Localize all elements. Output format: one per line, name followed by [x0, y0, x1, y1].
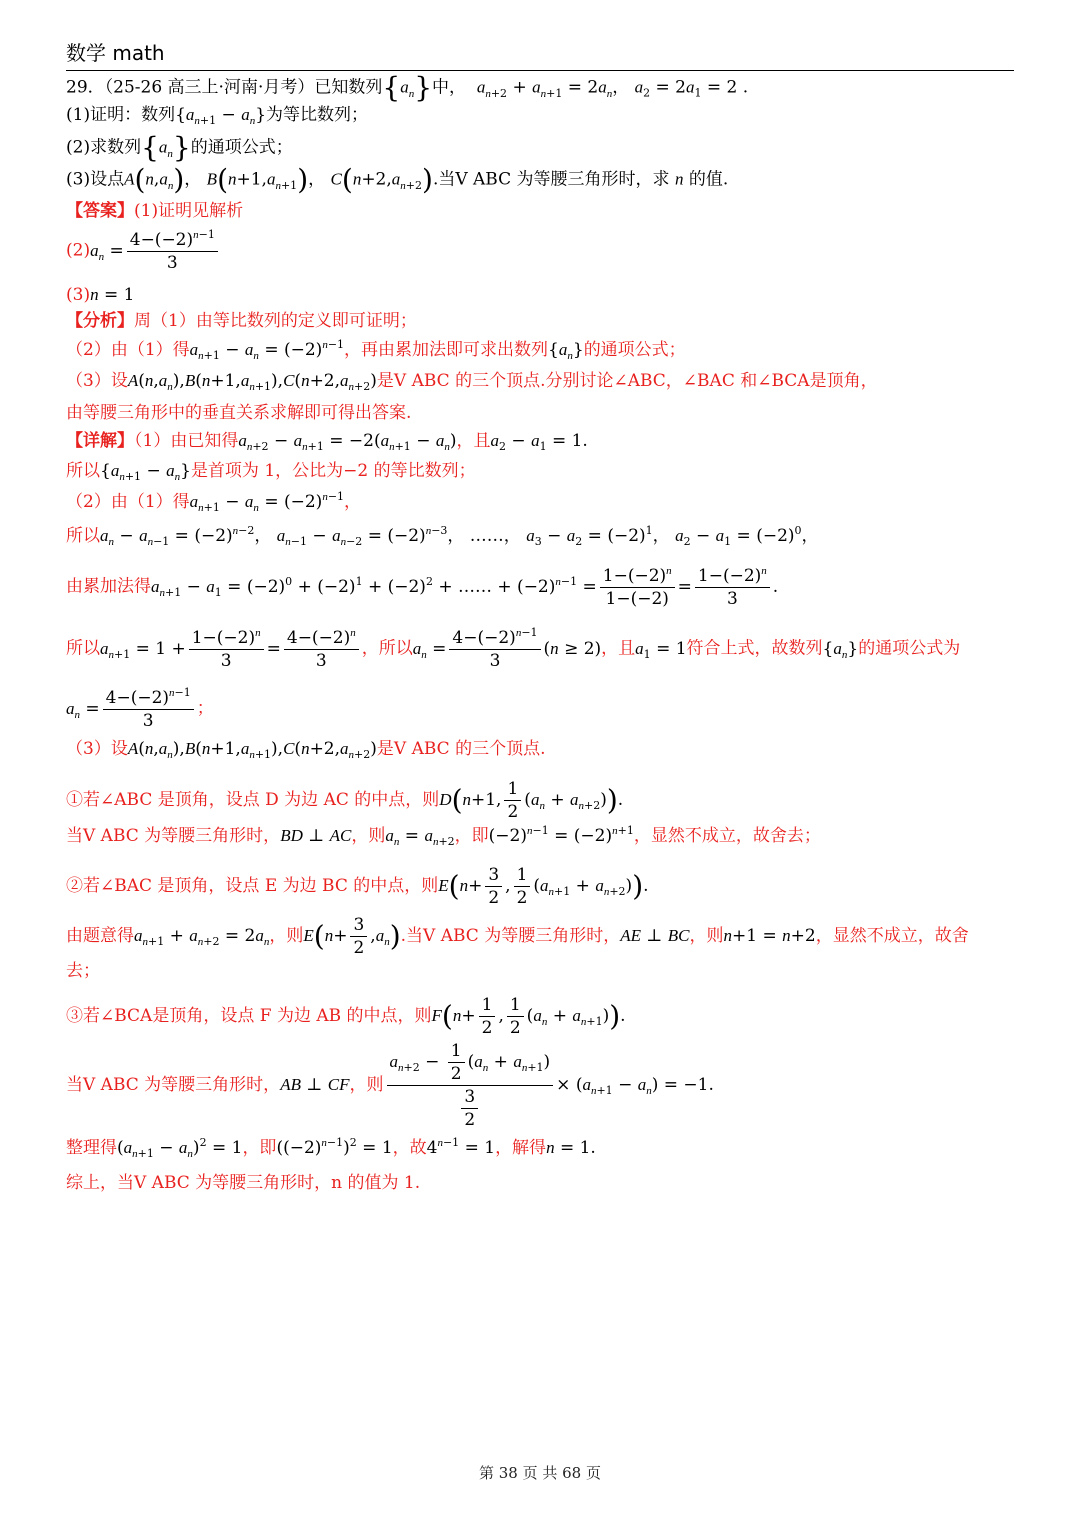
analysis-4: 由等腰三角形中的垂直关系求解即可得出答案.: [66, 403, 412, 423]
detail-15: 当V ABC 为等腰三角形时，AB ⊥ CF，则 $a_{n+2}$ − $\frac{1}{2}$ $(a_n + a_{n+1})$ $\frac{3}{2}$ × $(a_{n+1} - a_n) = -1$.: [66, 1041, 714, 1131]
detail-6: 所以$a_{n+1} = 1$ + $\frac{1-(-2)^n}{3}$ = $\frac{4-(-2)^n}{3}$ ，所以$a_n$ = $\frac{4-(-2)^{n-1}}{3}$ (n ≥ 2)，且$a_1 = 1$符合上式，故数列$\{a_n\}$的通项公式为: [66, 626, 961, 672]
problem-stem: 29．（25-26 高三上·河南·月考）已知数列$\{a_n\}$中， $a_{n+2} + a_{n+1} = 2a_n$， $a_2 = 2a_1 = 2$ .: [66, 71, 749, 104]
detail-10: 当V ABC 为等腰三角形时，BD ⊥ AC，则$a_n = a_{n+2}$，即$(-2)^{n-1} = (-2)^{n+1}$，显然不成立，故舍去；: [66, 824, 821, 848]
detail-9: ①若∠ABC 是顶角，设点 D 为边 AC 的中点，则D(n+1, $\frac{1}{2}$ $(a_n + a_{n+2})$).: [66, 779, 624, 823]
detail-3: （2）由（1）得$a_{n+1} - a_n = (-2)^{n-1}$，: [66, 490, 362, 514]
detail-2: 所以$\{a_{n+1} - a_n\}$是首项为 1，公比为−2 的等比数列；: [66, 461, 476, 483]
detail-17: 综上，当V ABC 为等腰三角形时，n 的值为 1.: [66, 1173, 421, 1193]
answer-2: $(2)a_n$ = $\frac{4-(-2)^{n-1}}{3}$: [66, 228, 1016, 284]
question-3: (3)设点$A(n,a_n)$， $B(n+1,a_{n+1})$， $C(n+2,a_{n+2})$.当V ABC 为等腰三角形时，求 n 的值.: [66, 163, 729, 196]
page-header: [66, 40, 1014, 71]
detail-1: 【详解】（1）由已知得$a_{n+2} - a_{n+1} = -2(a_{n+1} - a_n)$，且$a_2 - a_1 = 1$.: [66, 431, 588, 453]
analysis-1: 【分析】周（1）由等比数列的定义即可证明；: [66, 311, 417, 331]
detail-4: 所以$a_n - a_{n-1} = (-2)^{n-2}$， $a_{n-1} - a_{n-2} = (-2)^{n-3}$， ……， $a_3 - a_2 = (-2)^1$， $a_2 - a_1 = (-2)^0$，: [66, 524, 819, 548]
question-1: (1)证明：数列$\{a_{n+1} - a_n\}$为等比数列；: [66, 105, 369, 127]
detail-14: ③若∠BCA是顶角，设点 F 为边 AB 的中点，则F(n+ $\frac{1}{2}$ , $\frac{1}{2}$ $(a_n + a_{n+1})$).: [66, 995, 626, 1039]
detail-5: 由累加法得$a_{n+1} - a_1 = (-2)^0 + (-2)^1 + (-2)^2$ + …… + $(-2)^{n-1}$ = $\frac{1-(-2)^n}{1-(-2)}$ = $\frac{1-(-2)^n}{3}$ .: [66, 565, 779, 610]
analysis-2: （2）由（1）得$a_{n+1} - a_n = (-2)^{n-1}$，再由累加法即可求出数列$\{a_n\}$的通项公式；: [66, 338, 686, 362]
answer-3: (3)n = 1: [66, 285, 135, 305]
detail-16: 整理得$(a_{n+1} - a_n)^2 = 1$，即$((-2)^{n-1})^2 = 1$，故$4^{n-1} = 1$，解得n = 1.: [66, 1136, 596, 1160]
detail-11: ②若∠BAC 是顶角，设点 E 为边 BC 的中点，则E(n+ $\frac{3}{2}$ , $\frac{1}{2}$ $(a_{n+1} + a_{n+2})$).: [66, 865, 649, 909]
detail-8: （3）设$A(n,a_n),B(n+1,a_{n+1}),C(n+2,a_{n+2})$是V ABC 的三个顶点.: [66, 739, 546, 761]
detail-7: $a_n$ = $\frac{4-(-2)^{n-1}}{3}$ ；: [66, 686, 214, 732]
content-area: [66, 71, 1016, 1202]
detail-12: 由题意得$a_{n+1} + a_{n+2} = 2a_n$，则E(n+ $\frac{3}{2}$ $,a_n$).当V ABC 为等腰三角形时，AE ⊥ BC，则n+1 = n+2，显然不成立，故舍: [66, 915, 969, 959]
analysis-3: （3）设$A(n,a_n),B(n+1,a_{n+1}),C(n+2,a_{n+2})$是V ABC 的三个顶点.分别讨论∠ABC，∠BAC 和∠BCA是顶角，: [66, 371, 878, 393]
answer-1: 【答案】(1)证明见解析: [66, 201, 244, 221]
page-footer: 第 38 页 共 68 页: [478, 1464, 601, 1482]
detail-13: 去；: [66, 961, 100, 981]
question-2: (2)求数列$\{a_n\}$的通项公式；: [66, 131, 293, 164]
header-title: 数学 math: [66, 41, 165, 65]
